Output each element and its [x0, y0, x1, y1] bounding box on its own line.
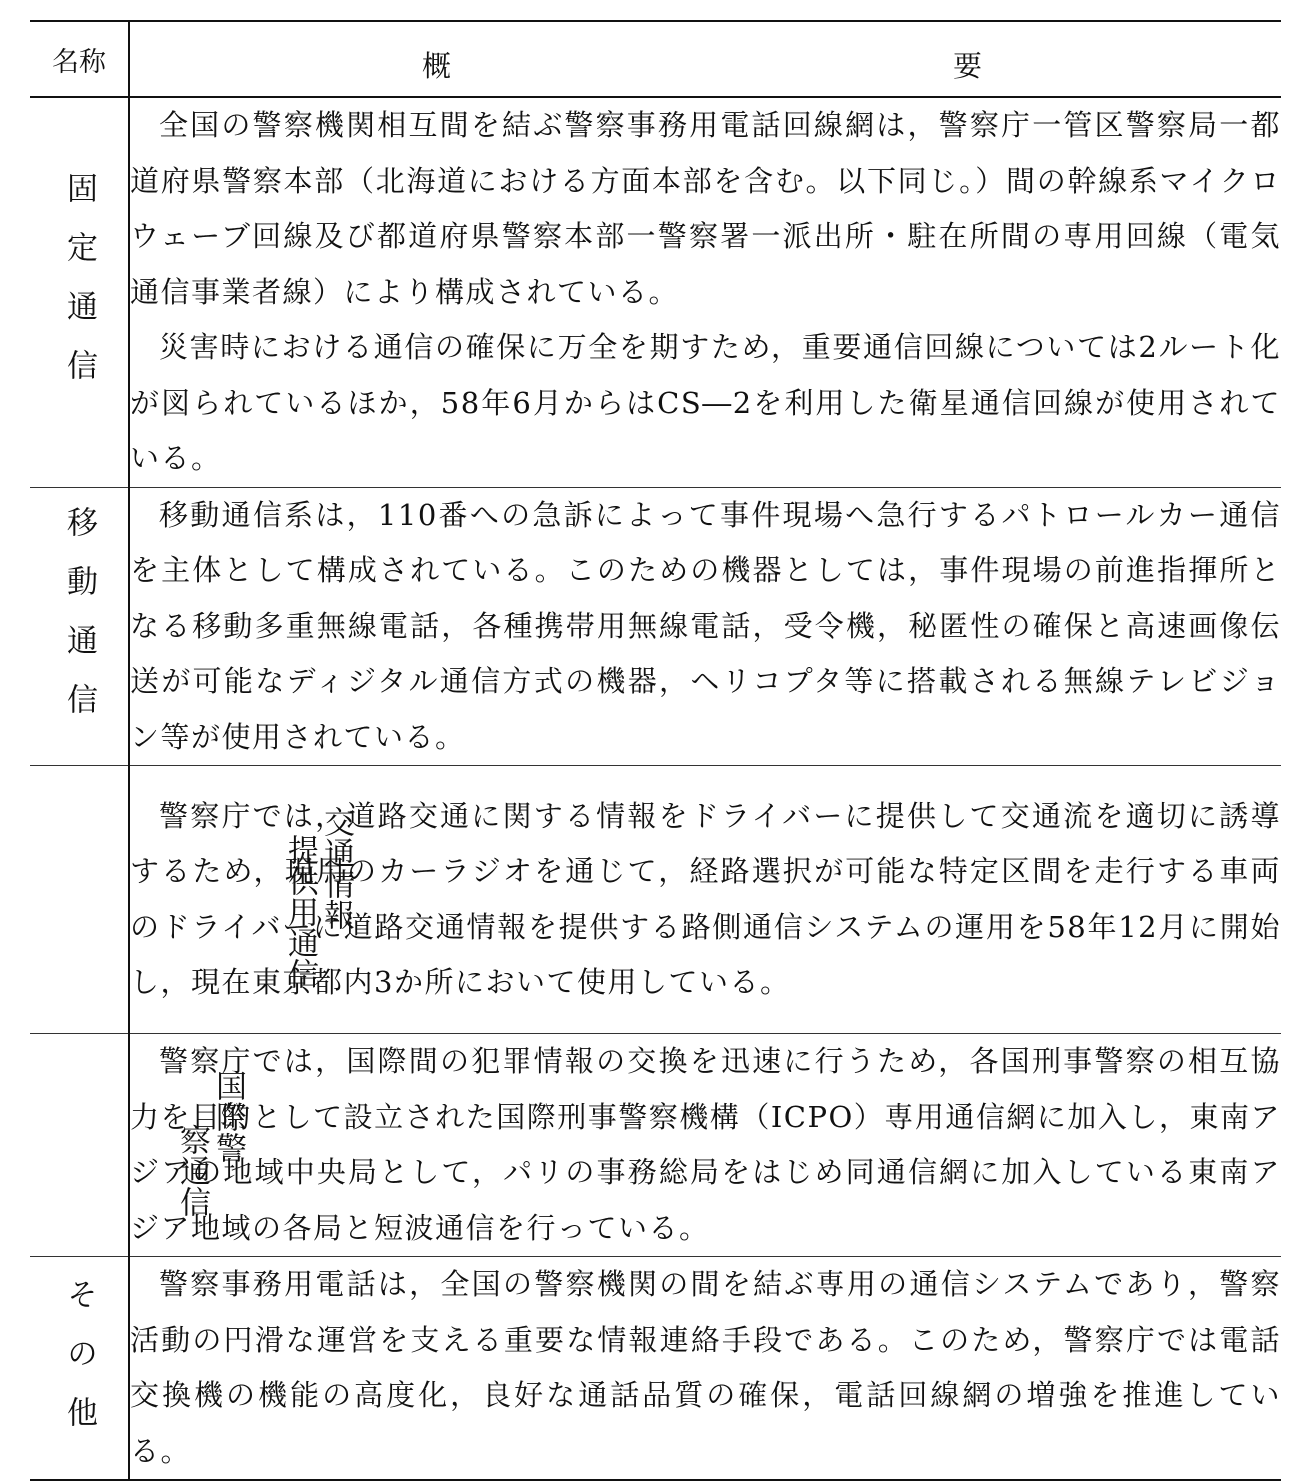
- table-row-fixed: [30, 97, 1281, 487]
- paragraph: 全国の警察機関相互間を結ぶ警察事務用電話回線網は，警察庁一管区警察局一都道府県警察本部（北海道における方面本部を含む。以下同じ。）間の幹線系マイクロウェーブ回線及び都道府県警察本部一警察署一派出所・駐在所間の専用回線（電気通信事業者線）により構成されている。: [130, 108, 1281, 309]
- paragraph: 警察庁では，道路交通に関する情報をドライバーに提供して交通流を適切に誘導するため，現用のカーラジオを通じて，経路選択が可能な特定区間を走行する車両のドライバーに道路交通情報を提供する路側通信システムの運用を58年12月に開始し，現在東京都内3か所において使用している。: [130, 798, 1281, 999]
- row-name-cell: [30, 1034, 246, 1257]
- row-name: 固定通信: [61, 172, 97, 409]
- paragraph: 警察事務用電話は，全国の警察機関の間を結ぶ専用の通信システムであり，警察活動の円滑な運営を支える重要な情報連絡手段である。このため，警察庁では電話交換機の機能の高度化，良好な通話品質の確保，電話回線網の増強を推進している。: [130, 1267, 1281, 1468]
- row-name: その他: [61, 1277, 97, 1455]
- row-description: [129, 1257, 1281, 1481]
- row-name-part-2: 提供用通信: [282, 834, 318, 989]
- paragraph: 移動通信系は，110番への急訴によって事件現場へ急行するパトロールカー通信を主体として構成されている。このための機器としては，事件現場の前進指揮所となる移動多重無線電話，各種携帯用無線電話，受令機，秘匿性の確保と高速画像伝送が可能なディジタル通信方式の機器，ヘリコプタ等に搭載される無線テレビジョン等が使用されている。: [130, 497, 1281, 754]
- row-description: [129, 766, 1281, 1034]
- row-name-part-1: 交通情報: [318, 806, 354, 930]
- police-communications-table: [30, 20, 1281, 1481]
- header-name: 名称: [30, 21, 129, 97]
- row-description: [129, 487, 1281, 766]
- table-row-traffic: [30, 766, 1281, 1034]
- row-name-cell: [30, 487, 129, 766]
- row-name-cell: [30, 1257, 129, 1481]
- row-description: [129, 97, 1281, 487]
- table-row-mobile: [30, 487, 1281, 766]
- row-description: [129, 1034, 1281, 1257]
- header-description-char-2: 要: [953, 49, 983, 83]
- row-name-cell: [30, 97, 129, 487]
- row-name-part-2: 察通信: [174, 1123, 210, 1217]
- paragraph: 災害時における通信の確保に万全を期すため，重要通信回線については2ルート化が図られているほか，58年6月からはCS―2を利用した衛星通信回線が使用されている。: [130, 330, 1281, 475]
- row-name: 移動通信: [61, 506, 97, 743]
- paragraph: 警察庁では，国際間の犯罪情報の交換を迅速に行うため，各国刑事警察の相互協力を目的として設立された国際刑事警察機構（ICPO）専用通信網に加入し，東南アジアの地域中央局として，パリの事務総局をはじめ同通信網に加入している東南アジア地域の各局と短波通信を行っている。: [130, 1044, 1281, 1245]
- table-row-other: [30, 1257, 1281, 1481]
- table-row-international: [30, 1034, 1281, 1257]
- header-description-char-1: 概: [422, 49, 452, 83]
- row-name-part-1: 国際警: [210, 1069, 246, 1163]
- header-description: [129, 21, 1281, 97]
- row-name-cell: [30, 766, 354, 1034]
- header-row: [30, 21, 1281, 97]
